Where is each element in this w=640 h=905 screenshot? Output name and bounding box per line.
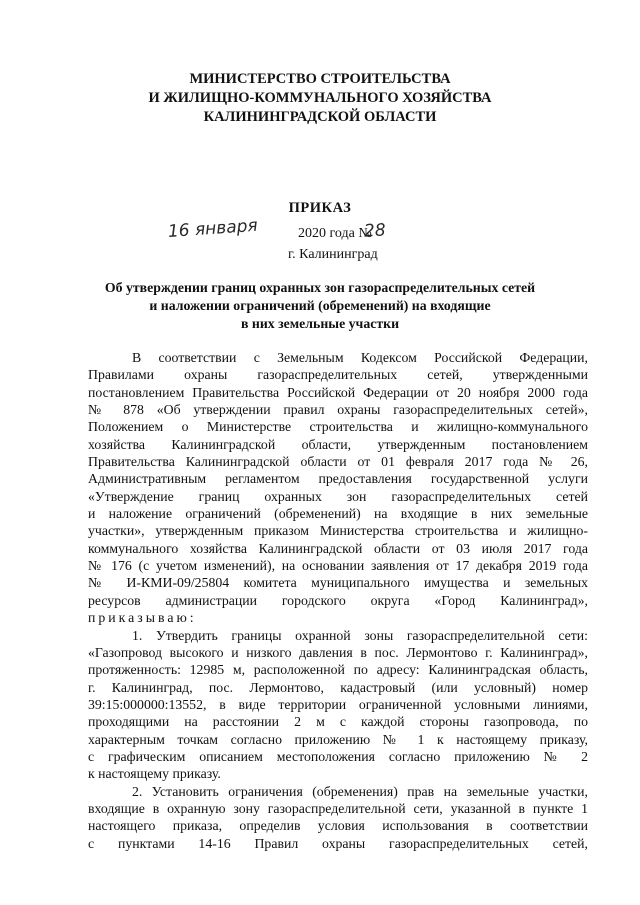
body-line: ресурсов администрации городского округа «Город Калининград», xyxy=(88,592,588,608)
body-line: «Газопровод высокого и низкого давления в пос. Лермонтово г. Калининград», xyxy=(88,644,588,660)
subject-line-2: и наложении ограничений (обременений) на входящие xyxy=(149,298,491,313)
body-line: № 878 «Об утверждении правил охраны газораспределительных сетей», xyxy=(88,402,588,418)
printed-date: 2020 года № xyxy=(298,226,372,241)
body-line: участки», утвержденным приказом Министерства строительства и жилищно- xyxy=(88,523,588,539)
body-line-order-verb: приказываю: xyxy=(88,610,197,626)
body-line: хозяйства Калининградской области, утвержденным постановлением xyxy=(88,436,588,452)
subject-line-3: в них земельные участки xyxy=(240,316,400,331)
body-line: с пунктами 14-16 Правил охраны газораспределительных сетей, xyxy=(88,835,588,851)
body-line: постановлением Правительства Российской Федерации от 20 ноября 2000 года xyxy=(88,384,588,400)
city-line: г. Калининград xyxy=(288,247,378,262)
body-line: Положением о Министерстве строительства и жилищно-коммунального xyxy=(88,419,588,435)
handwritten-number: 28 xyxy=(363,220,387,242)
body-line: протяженность: 12985 м, расположенной по адресу: Калининградская область, xyxy=(88,662,588,678)
ministry-line-3: КАЛИНИНГРАДСКОЙ ОБЛАСТИ xyxy=(203,109,437,125)
body-line: Правилами охраны газораспределительных сетей, утвержденными xyxy=(88,367,588,383)
body-line: Правительства Калининградской области от 01 февраля 2017 года № 26, xyxy=(88,454,588,470)
body-line-item-1: 1. Утвердить границы охранной зоны газораспределительной сети: xyxy=(132,627,588,643)
body-line: к настоящему приказу. xyxy=(88,766,221,782)
body-line: входящие в охранную зону газораспределительной сети, указанной в пункте 1 xyxy=(88,800,588,816)
body-line: г. Калининград, пос. Лермонтово, кадастровый (или условный) номер xyxy=(88,679,588,695)
order-body xyxy=(88,349,588,852)
subject-line-1: Об утверждении границ охранных зон газораспределительных сетей xyxy=(104,280,536,295)
ministry-line-2: И ЖИЛИЩНО-КОММУНАЛЬНОГО ХОЗЯЙСТВА xyxy=(148,90,492,106)
body-line: коммунального хозяйства Калининградской области от 03 июля 2017 года xyxy=(88,540,588,556)
ministry-line-1: МИНИСТЕРСТВО СТРОИТЕЛЬСТВА xyxy=(189,71,451,87)
body-line: 39:15:000000:13552, в виде территории ограниченной условными линиями, xyxy=(88,696,588,712)
body-line: «Утверждение границ охранных зон газораспределительных сетей xyxy=(88,488,588,504)
body-line: с графическим описанием местоположения согласно приложению № 2 xyxy=(88,748,588,764)
body-line: В соответствии с Земельным Кодексом Российской Федерации, xyxy=(132,350,588,365)
body-line: проходящими на расстоянии 2 м с каждой стороны газопровода, по xyxy=(88,714,588,730)
body-line: характерным точкам согласно приложению № 1 к настоящему приказу, xyxy=(88,731,588,747)
body-line: и наложение ограничений (обременений) на входящие в них земельные xyxy=(88,506,588,522)
body-line: № 176 (с учетом изменений), на основании заявления от 17 декабря 2019 года xyxy=(88,558,588,574)
body-line-item-2: 2. Установить ограничения (обременения) прав на земельные участки, xyxy=(132,783,588,799)
handwritten-date: 16 января xyxy=(167,215,259,242)
order-subject xyxy=(60,279,580,333)
order-title: ПРИКАЗ xyxy=(288,200,352,216)
body-line: № И-КМИ-09/25804 комитета муниципального имущества и земельных xyxy=(88,575,588,591)
body-line: настоящего приказа, определив условия использования в соответствии xyxy=(88,818,588,834)
ministry-header xyxy=(60,70,580,127)
body-line: Административным регламентом предоставления государственной услуги xyxy=(88,471,588,487)
